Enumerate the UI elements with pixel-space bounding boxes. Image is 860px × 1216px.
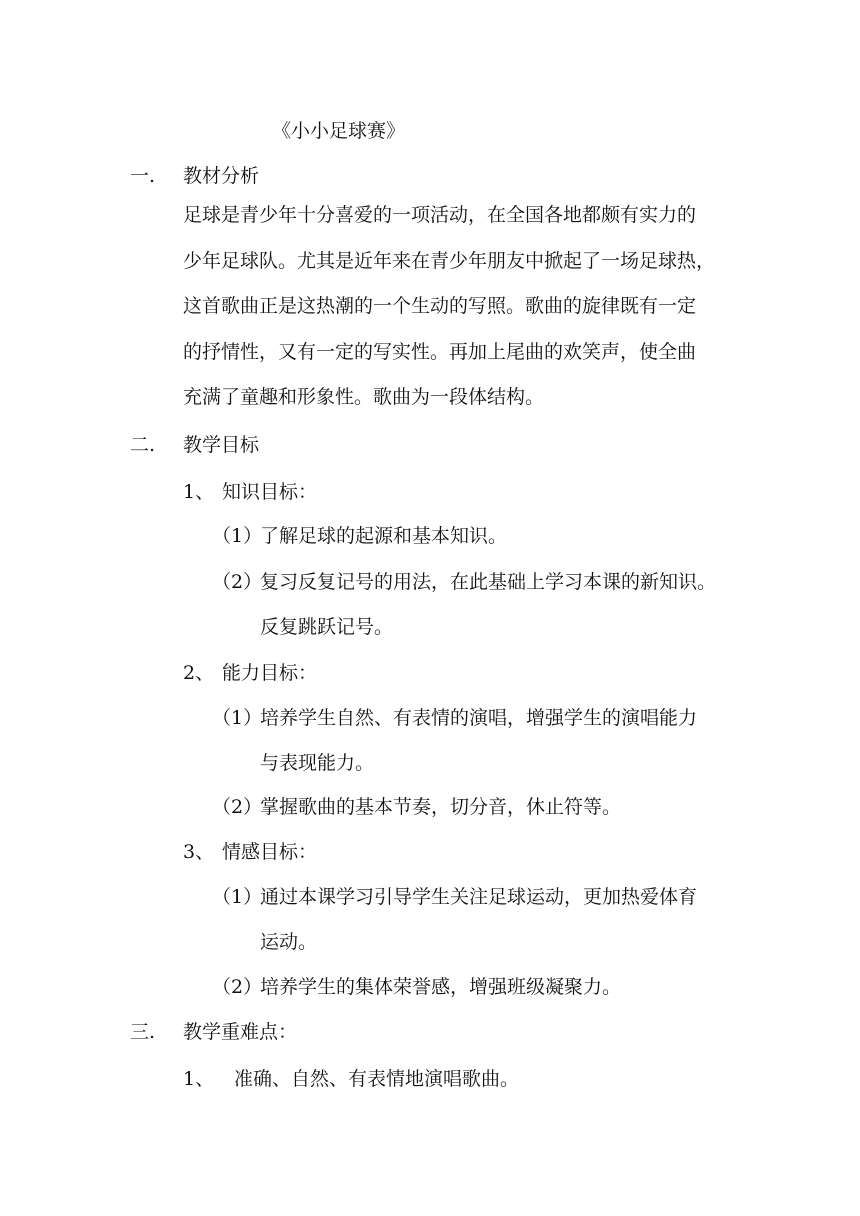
goal-2-item-1-number: （1） bbox=[212, 707, 263, 729]
goal-2-item-2-text: 掌握歌曲的基本节奏，切分音，休止符等。 bbox=[260, 796, 622, 818]
difficulty-1-text: 准确、自然、有表情地演唱歌曲。 bbox=[234, 1068, 520, 1090]
goal-1-label: 知识目标： bbox=[222, 481, 318, 503]
document-title: 《小小足球赛》 bbox=[272, 120, 406, 142]
goal-2-label: 能力目标： bbox=[222, 662, 318, 684]
goal-3-item-1-text: 通过本课学习引导学生关注足球运动，更加热爱体育 bbox=[260, 886, 698, 908]
paragraph-line: 足球是青少年十分喜爱的一项活动，在全国各地都颇有实力的 bbox=[183, 204, 697, 226]
goal-1-item-2-number: （2） bbox=[212, 571, 263, 593]
goal-1-item-2-text: 复习反复记号的用法，在此基础上学习本课的新知识。 bbox=[260, 571, 717, 593]
goal-3-label: 情感目标： bbox=[222, 841, 318, 863]
section-1-paragraph bbox=[183, 193, 743, 421]
section-1-heading: 教材分析 bbox=[183, 165, 260, 187]
goal-2-item-2-number: （2） bbox=[212, 796, 263, 818]
paragraph-line: 的抒情性，又有一定的写实性。再加上尾曲的欢笑声，使全曲 bbox=[183, 340, 697, 363]
paragraph-line: 少年足球队。尤其是近年来在青少年朋友中掀起了一场足球热， bbox=[183, 249, 716, 272]
section-3-heading: 教学重难点： bbox=[183, 1021, 298, 1043]
difficulty-1-number: 1、 bbox=[183, 1068, 215, 1090]
paragraph-line: 充满了童趣和形象性。歌曲为一段体结构。 bbox=[183, 386, 545, 408]
paragraph-line: 这首歌曲正是这热潮的一个生动的写照。歌曲的旋律既有一定 bbox=[183, 295, 697, 317]
section-1-number: 一. bbox=[130, 165, 156, 187]
goal-1-item-2-text-cont: 反复跳跃记号。 bbox=[260, 616, 394, 638]
section-3-number: 三. bbox=[130, 1021, 156, 1043]
goal-3-number: 3、 bbox=[183, 841, 215, 863]
goal-1-item-1-text: 了解足球的起源和基本知识。 bbox=[260, 525, 508, 547]
goal-2-item-1-text: 培养学生自然、有表情的演唱，增强学生的演唱能力 bbox=[260, 707, 698, 729]
goal-3-item-2-number: （2） bbox=[212, 976, 263, 998]
section-2-number: 二. bbox=[130, 434, 156, 456]
goal-1-number: 1、 bbox=[183, 481, 215, 503]
goal-2-number: 2、 bbox=[183, 662, 215, 684]
goal-3-item-2-text: 培养学生的集体荣誉感，增强班级凝聚力。 bbox=[260, 976, 622, 998]
goal-1-item-1-number: （1） bbox=[212, 525, 263, 547]
goal-3-item-1-text-cont: 运动。 bbox=[260, 931, 318, 953]
section-2-heading: 教学目标 bbox=[183, 434, 260, 456]
goal-2-item-1-text-cont: 与表现能力。 bbox=[260, 752, 375, 774]
goal-3-item-1-number: （1） bbox=[212, 886, 263, 908]
